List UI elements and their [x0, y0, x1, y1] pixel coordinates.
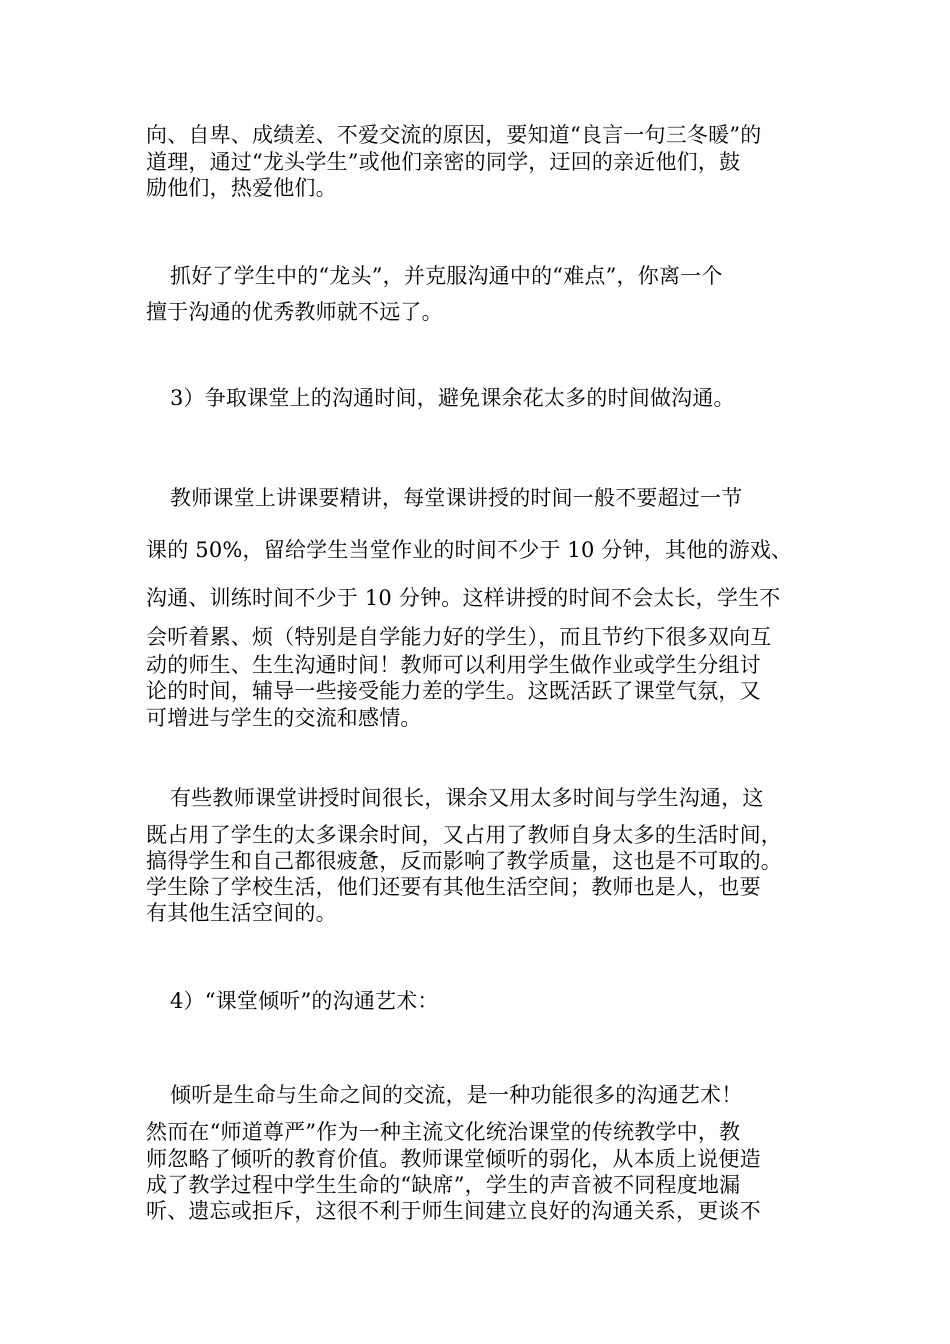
text-line: 擅于沟通的优秀教师就不远了。	[146, 300, 443, 324]
section-heading: 4）“课堂倾听”的沟通艺术：	[170, 989, 439, 1013]
text-line: 有些教师课堂讲授时间很长，课余又用太多时间与学生沟通，这	[170, 786, 764, 810]
text-line: 听、遗忘或拒斥，这很不利于师生间建立良好的沟通关系，更谈不	[146, 1199, 761, 1223]
text-line: 成了教学过程中学生生命的“缺席”，学生的声音被不同程度地漏	[146, 1173, 741, 1197]
text-line: 励他们，热爱他们。	[146, 176, 337, 200]
text-line: 论的时间，辅导一些接受能力差的学生。这既活跃了课堂气氛，又	[146, 679, 761, 703]
text-line: 既占用了学生的太多课余时间，又占用了教师自身太多的生活时间，	[146, 823, 782, 847]
text-line: 师忽略了倾听的教育价值。教师课堂倾听的弱化，从本质上说便造	[146, 1147, 761, 1171]
text-line: 向、自卑、成绩差、不爱交流的原因，要知道“良言一句三冬暖”的	[146, 123, 762, 147]
text-line: 学生除了学校生活，他们还要有其他生活空间；教师也是人，也要	[146, 875, 761, 899]
text-line: 教师课堂上讲课要精讲，每堂课讲授的时间一般不要超过一节	[170, 486, 743, 510]
text-line: 沟通、训练时间不少于 10 分钟。这样讲授的时间不会太长，学生不	[146, 586, 781, 610]
text-line: 搞得学生和自己都很疲惫，反而影响了教学质量，这也是不可取的。	[146, 849, 782, 873]
text-line: 有其他生活空间的。	[146, 901, 337, 925]
text-line: 道理，通过“龙头学生”或他们亲密的同学，迂回的亲近他们，鼓	[146, 150, 741, 174]
text-line: 动的师生、生生沟通时间！教师可以利用学生做作业或学生分组讨	[146, 653, 761, 677]
section-heading: 3）争取课堂上的沟通时间，避免课余花太多的时间做沟通。	[170, 386, 735, 410]
text-line: 可增进与学生的交流和感情。	[146, 706, 422, 730]
text-line: 会听着累、烦（特别是自学能力好的学生），而且节约下很多双向互	[146, 625, 772, 649]
text-line: 抓好了学生中的“龙头”，并克服沟通中的“难点”，你离一个	[170, 264, 723, 288]
text-line: 倾听是生命与生命之间的交流，是一种功能很多的沟通艺术！	[170, 1083, 743, 1107]
text-line: 然而在“师道尊严”作为一种主流文化统治课堂的传统教学中，教	[146, 1120, 741, 1144]
text-line: 课的 50%，留给学生当堂作业的时间不少于 10 分钟，其他的游戏、	[146, 538, 793, 562]
